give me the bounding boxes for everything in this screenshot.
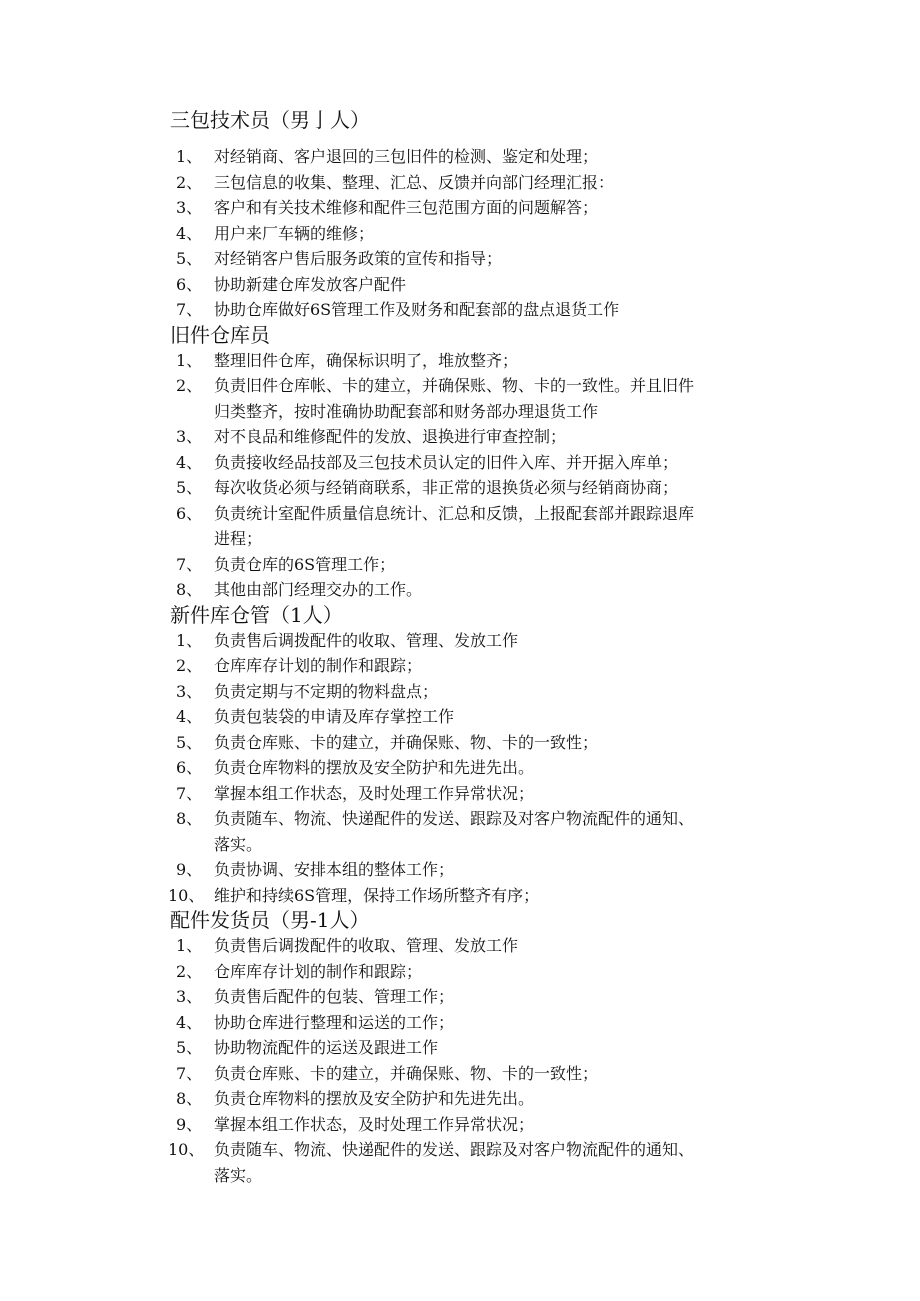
item-number: 1、 — [176, 350, 203, 370]
item-text: 三包信息的收集、整理、汇总、反馈并向部门经理汇报： — [214, 172, 615, 192]
list-item — [0, 475, 920, 501]
duty-list — [0, 144, 920, 323]
item-number: 7、 — [176, 1063, 203, 1083]
item-number: 4、 — [176, 707, 203, 726]
section-sanbao-technician — [0, 108, 920, 323]
list-item — [0, 552, 920, 578]
item-number: 4、 — [176, 223, 203, 243]
item-text: 用户来厂车辆的维修； — [214, 223, 375, 243]
item-text: 维护和持续6S管理，保持工作场所整齐有序； — [214, 885, 540, 905]
item-text: 掌握本组工作状态，及时处理工作异常状况； — [214, 1114, 535, 1134]
item-text: 对不良品和维修配件的发放、退换进行审查控制； — [214, 427, 567, 446]
item-text: 协助仓库进行整理和运送的工作； — [214, 1012, 455, 1032]
item-number: 5、 — [176, 249, 203, 268]
list-item — [0, 450, 920, 476]
item-text: 负责售后调拨配件的收取、管理、发放工作 — [214, 936, 519, 955]
list-item — [0, 1035, 920, 1061]
list-item — [0, 170, 920, 196]
list-item — [0, 984, 920, 1010]
item-number: 2、 — [176, 172, 203, 192]
item-number: 5、 — [176, 478, 203, 497]
item-text: 协助仓库做好6S管理工作及财务和配套部的盘点退货工作 — [214, 300, 620, 319]
list-item — [0, 144, 920, 170]
list-item — [0, 348, 920, 374]
list-item — [0, 959, 920, 985]
item-number: 1、 — [176, 630, 203, 650]
item-text: 负责旧件仓库帐、卡的建立，并确保账、物、卡的一致性。并且旧件 归类整齐，按时准确协助配套部和财务部办理退货工作 — [214, 376, 695, 421]
document-page — [0, 108, 920, 1188]
list-item — [0, 1061, 920, 1087]
list-item — [0, 679, 920, 705]
list-item — [0, 628, 920, 654]
item-text: 负责仓库账、卡的建立，并确保账、物、卡的一致性； — [214, 1063, 599, 1083]
item-number: 5、 — [176, 1038, 203, 1057]
list-item — [0, 501, 920, 552]
item-number: 8、 — [176, 580, 203, 599]
list-item — [0, 653, 920, 679]
item-number: 2、 — [176, 376, 203, 395]
section-title: 配件发货员（男-1人） — [170, 908, 370, 932]
item-number: 6、 — [176, 503, 203, 523]
item-text: 负责仓库账、卡的建立，并确保账、物、卡的一致性； — [214, 732, 599, 752]
list-item — [0, 755, 920, 781]
item-number: 8、 — [176, 809, 203, 828]
item-text: 其他由部门经理交办的工作。 — [214, 580, 423, 599]
list-item — [0, 424, 920, 450]
list-item — [0, 373, 920, 424]
section-new-parts-warehouse — [0, 603, 920, 909]
item-text: 对经销商、客户退回的三包旧件的检测、鉴定和处理； — [214, 147, 599, 166]
list-item — [0, 933, 920, 959]
duty-list — [0, 628, 920, 909]
item-text: 负责随车、物流、快递配件的发送、跟踪及对客户物流配件的通知、 落实。 — [214, 1140, 695, 1185]
item-text: 负责仓库物料的摆放及安全防护和先进先出。 — [214, 758, 535, 777]
item-text: 对经销客户售后服务政策的宣传和指导； — [214, 249, 503, 268]
item-number: 1、 — [176, 147, 203, 166]
item-text: 客户和有关技术维修和配件三包范围方面的问题解答； — [214, 198, 599, 217]
item-number: 7、 — [176, 554, 203, 574]
item-number: 5、 — [176, 732, 203, 752]
item-number: 3、 — [176, 427, 203, 446]
list-item — [0, 806, 920, 857]
list-item — [0, 1010, 920, 1036]
list-item — [0, 577, 920, 603]
item-text: 负责仓库的6S管理工作； — [214, 554, 396, 574]
item-text: 负责协调、安排本组的整体工作； — [214, 860, 455, 879]
item-text: 负责接收经品技部及三包技术员认定的旧件入库、并开据入库单； — [214, 452, 679, 472]
item-text: 掌握本组工作状态，及时处理工作异常状况； — [214, 783, 535, 803]
list-item — [0, 195, 920, 221]
duty-list — [0, 348, 920, 603]
list-item — [0, 1137, 920, 1188]
item-number: 2、 — [176, 656, 203, 675]
item-text: 负责售后调拨配件的收取、管理、发放工作 — [214, 630, 519, 650]
section-title: 旧件仓库员 — [170, 322, 270, 347]
item-text: 整理旧件仓库，确保标识明了，堆放整齐； — [214, 350, 519, 370]
item-number: 6、 — [176, 274, 203, 294]
item-number: 2、 — [176, 961, 203, 981]
item-number: 9、 — [176, 860, 203, 879]
section-title: 新件库仓管（1人） — [170, 602, 343, 627]
list-item — [0, 781, 920, 807]
list-item — [0, 704, 920, 730]
item-number: 10、 — [168, 1140, 205, 1159]
item-text: 负责售后配件的包装、管理工作； — [214, 987, 455, 1006]
item-number: 7、 — [176, 300, 203, 319]
item-text: 协助物流配件的运送及跟进工作 — [214, 1038, 439, 1057]
list-item — [0, 246, 920, 272]
item-number: 3、 — [176, 198, 203, 217]
section-parts-shipper — [0, 908, 920, 1188]
item-number: 3、 — [176, 681, 203, 701]
item-number: 10、 — [168, 885, 205, 905]
list-item — [0, 297, 920, 323]
item-number: 3、 — [176, 987, 203, 1006]
section-old-parts-warehouse — [0, 323, 920, 603]
section-title: 三包技术员（男亅人） — [170, 108, 370, 132]
item-number: 8、 — [176, 1089, 203, 1108]
item-text: 负责统计室配件质量信息统计、汇总和反馈，上报配套部并跟踪退库 进程； — [214, 503, 695, 548]
list-item — [0, 1086, 920, 1112]
item-number: 7、 — [176, 783, 203, 803]
duty-list — [0, 933, 920, 1188]
item-number: 6、 — [176, 758, 203, 777]
item-text: 仓库库存计划的制作和跟踪； — [214, 961, 423, 981]
item-number: 4、 — [176, 1012, 203, 1032]
item-text: 负责包装袋的申请及库存掌控工作 — [214, 707, 455, 726]
item-number: 9、 — [176, 1114, 203, 1134]
item-number: 4、 — [176, 452, 203, 472]
item-text: 负责仓库物料的摆放及安全防护和先进先出。 — [214, 1089, 535, 1108]
item-text: 协助新建仓库发放客户配件 — [214, 274, 407, 294]
list-item — [0, 221, 920, 247]
item-text: 负责定期与不定期的物料盘点； — [214, 681, 439, 701]
item-text: 仓库库存计划的制作和跟踪； — [214, 656, 423, 675]
list-item — [0, 272, 920, 298]
list-item — [0, 1112, 920, 1138]
item-number: 1、 — [176, 936, 203, 955]
item-text: 负责随车、物流、快递配件的发送、跟踪及对客户物流配件的通知、 落实。 — [214, 809, 695, 854]
list-item — [0, 883, 920, 909]
list-item — [0, 730, 920, 756]
list-item — [0, 857, 920, 883]
item-text: 每次收货必须与经销商联系，非正常的退换货必须与经销商协商； — [214, 478, 679, 497]
